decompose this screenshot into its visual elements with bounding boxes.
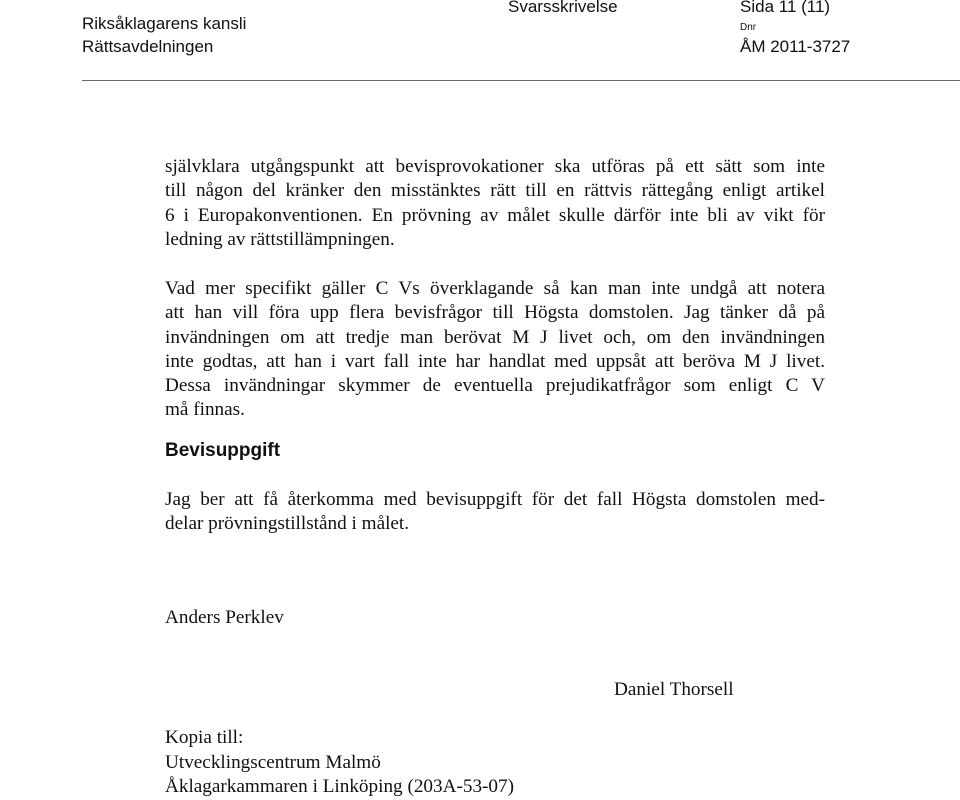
paragraph-line: inte godtas, att han i vart fall inte har handlat med uppsåt att beröva M J livet. <box>165 350 825 372</box>
copy-recipient: Utvecklingscentrum Malmö <box>165 751 381 773</box>
paragraph-line: delar prövningstillstånd i målet. <box>165 513 410 535</box>
header-department: Rättsavdelningen <box>82 37 214 56</box>
copy-to-block <box>165 726 514 800</box>
copy-recipient: Åklagarkammaren i Linköping (203A-53-07) <box>165 776 515 797</box>
copy-to-label: Kopia till: <box>165 727 244 748</box>
paragraph-3 <box>165 488 825 537</box>
section-heading: Bevisuppgift <box>165 440 281 461</box>
header-page-number: Sida 11 (11) <box>740 0 831 16</box>
paragraph-line: må finnas. <box>165 399 245 421</box>
header-dnr: ÅM 2011-3727 <box>740 37 851 56</box>
signature-second: Daniel Thorsell <box>614 679 734 700</box>
paragraph-line: till någon del kränker den misstänktes rätt till en rättvis rättegång enligt artikel <box>165 180 825 202</box>
paragraph-line: att han vill föra upp flera bevisfrågor till Högsta domstolen. Jag tänker då på <box>165 302 825 324</box>
paragraph-line: 6 i Europakonventionen. En prövning av målet skulle därför inte bli av vikt för <box>165 204 825 226</box>
header-divider <box>82 80 960 81</box>
header-organization: Riksåklagarens kansli <box>82 14 247 33</box>
paragraph-line: invändningen om att tredje man berövat M J livet och, om den invändningen <box>165 326 825 348</box>
signature-first: Anders Perklev <box>165 607 284 628</box>
paragraph-line: Jag ber att få återkomma med bevisuppgift för det fall Högsta domstolen med- <box>165 489 825 510</box>
header-dnr-label: Dnr <box>740 22 757 33</box>
paragraph-line: Vad mer specifikt gäller C Vs överklagande så kan man inte undgå att notera <box>165 278 825 299</box>
header-document-type: Svarsskrivelse <box>508 0 618 16</box>
paragraph-2 <box>165 277 825 423</box>
paragraph-line: ledning av rättstillämpningen. <box>165 228 395 250</box>
paragraph-line: Dessa invändningar skymmer de eventuella prejudikatfrågor som enligt C V <box>165 375 825 397</box>
paragraph-1 <box>165 155 825 252</box>
paragraph-line: självklara utgångspunkt att bevisprovokationer ska utföras på ett sätt som inte <box>165 156 825 177</box>
